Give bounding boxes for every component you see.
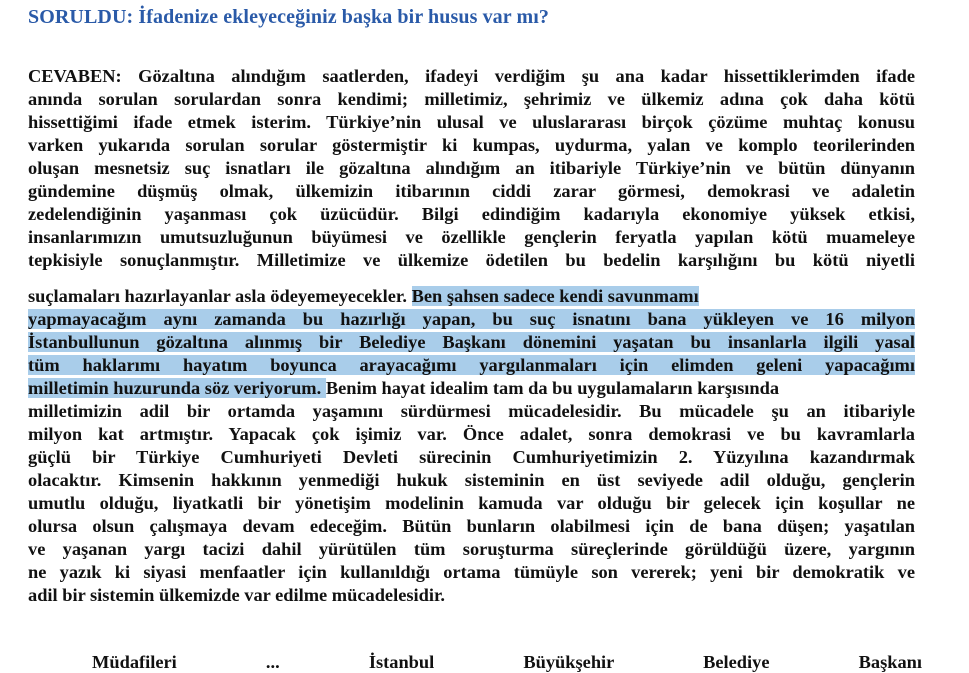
answer-line: anında sorulan sorulardan sonra kendimi; milletimiz, şehrimiz ve ülkemiz adına çok daha kötü: [28, 89, 915, 109]
answer-line: güçlü bir Türkiye Cumhuriyeti Devleti sürecinin Cumhuriyetimizin 2. Yüzyılına kazandırmak: [28, 447, 915, 467]
answer-line: zedelendiğinin yaşanması çok üzücüdür. Bilgi edindiğim kadarıyla ekonomiye yüksek etkisi,: [28, 204, 915, 224]
answer-line: insanlarımızın umutsuzluğunun büyümesi ve özellikle gençlerin feryatla yapılan kötü muameleye: [28, 227, 915, 247]
answer-line: umutlu olduğu, liyatkatli bir yönetişim modelinin kamuda var olduğu bir gelecek için koşullar ne: [28, 493, 915, 513]
highlighted-text: Ben şahsen sadece kendi savunmamı: [411, 286, 699, 306]
highlighted-line: [28, 308, 915, 330]
answer-line: tepkisiyle sonuçlanmıştır. Milletimize ve ülkemize ödetilen bu bedelin karşılığını bu kötü niyetli: [28, 250, 915, 270]
answer-line: hissettiğimi ifade etmek isterim. Türkiye’nin ulusal ve uluslararası birçok çözüme muhtaç konusu: [28, 112, 915, 132]
highlighted-text: İstanbullunun gözaltına alınmış bir Belediye Başkanı dönemini yaşatan bu insanlarla ilgili yasal: [28, 332, 915, 352]
plain-text: suçlamaları hazırlayanlar asla ödeyemeyecekler.: [28, 286, 412, 306]
answer-line: olacaktır. Kimsenin hakkının yenmediği hukuk sisteminin en üst seviyede adil olduğu, gençlerin: [28, 470, 915, 490]
answer-line: varken yukarıda sorulan sorular göstermiştir ki kumpas, uydurma, yalan ve komplo teorilerinden: [28, 135, 915, 155]
highlighted-text: milletimin huzurunda söz veriyorum.: [28, 378, 326, 398]
answer-line: ve yaşanan yargı tacizi dahil yürütülen tüm soruşturma süreçlerinde görüldüğü üzere, yargının: [28, 539, 915, 559]
answer-line: gündemine düşmüş olmak, ülkemizin itibarının ciddi zarar görmesi, demokrasi ve adaletin: [28, 181, 915, 201]
highlighted-text: yapmayacağım aynı zamanda bu hazırlığı yapan, bu suç isnatını bana yükleyen ve 16 milyon: [28, 309, 915, 329]
cut-off-line: Müdafileri ... İstanbul Büyükşehir Belediye Başkanı: [92, 652, 922, 672]
plain-text: Benim hayat idealim tam da bu uygulamaların karşısında: [325, 378, 780, 398]
answer-line-mixed: [28, 285, 915, 307]
answer-line: olursa olsun çalışmaya devam edeceğim. Bütün bunların olabilmesi için de bana düşen; yaşatılan: [28, 516, 915, 536]
highlighted-line: [28, 331, 915, 353]
answer-line: adil bir sistemin ülkemizde var edilme mücadelesidir.: [28, 585, 446, 605]
answer-line: oluşan mesnetsiz suç isnatları ile gözaltına alındığım an itibariyle Türkiye’nin ve bütün dünyanın: [28, 158, 915, 178]
answer-line: ne yazık ki siyasi menfaatler için kullanıldığı ortama tümüyle son vererek; yeni bir demokratik ve: [28, 562, 915, 582]
answer-line: CEVABEN: Gözaltına alındığım saatlerden, ifadeyi verdiğim şu ana kadar hissettiklerimden ifade: [28, 66, 915, 86]
highlighted-text: tüm haklarımı hayatım boyunca arayacağımı yargılanmaları için elimden geleni yapacağımı: [28, 355, 915, 375]
highlighted-line: [28, 354, 915, 376]
answer-line: milletimizin adil bir ortamda yaşamını sürdürmesi mücadelesidir. Bu mücadele şu an itibariyle: [28, 401, 915, 421]
answer-line-mixed: [28, 377, 915, 399]
question-heading: SORULDU: İfadenize ekleyeceğiniz başka bir husus var mı?: [28, 6, 549, 28]
answer-line: milyon kat artmıştır. Yapacak çok işimiz var. Önce adalet, sonra demokrasi ve bu kavramlarla: [28, 424, 915, 444]
